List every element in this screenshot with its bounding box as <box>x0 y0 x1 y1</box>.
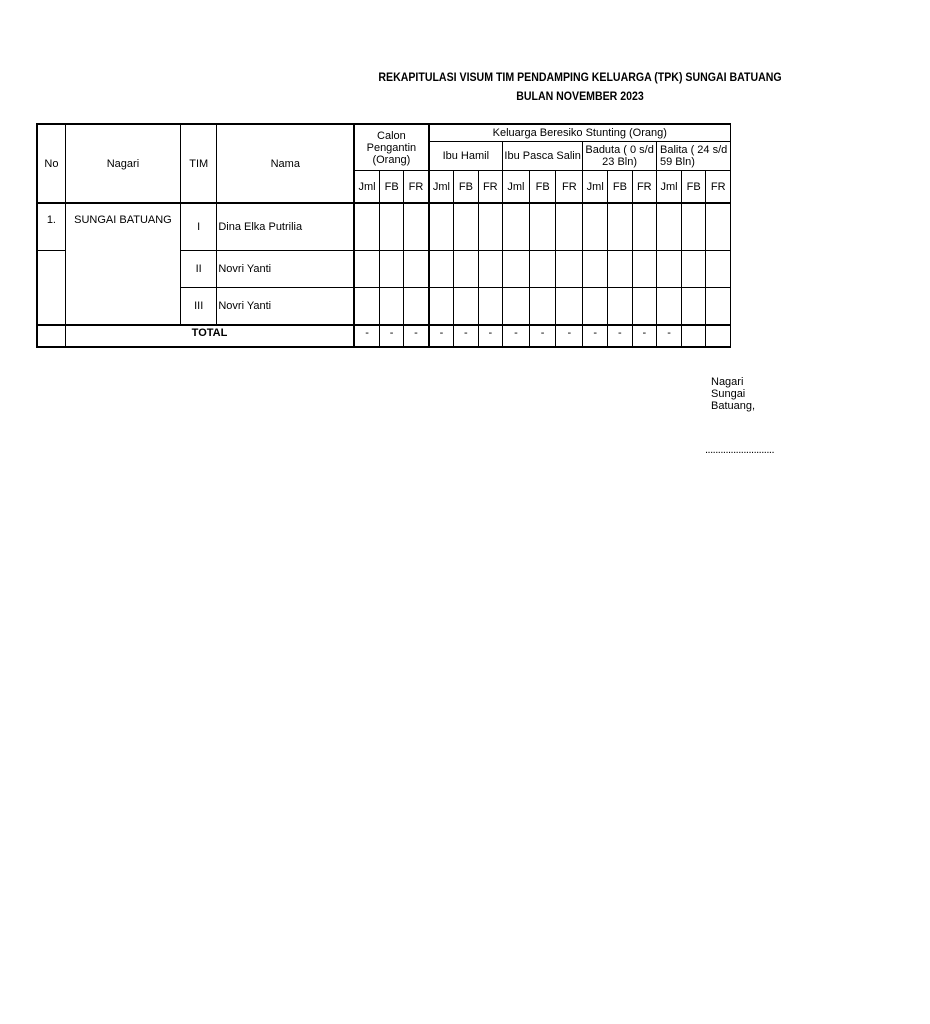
header-fr: FR <box>706 171 731 204</box>
header-fb: FB <box>454 171 478 204</box>
header-baduta: Baduta ( 0 s/d 23 Bln) <box>583 142 657 171</box>
total-value: - <box>503 325 530 347</box>
header-nama: Nama <box>217 124 354 203</box>
document-title: REKAPITULASI VISUM TIM PENDAMPING KELUARGA (TPK) SUNGAI BATUANG <box>378 72 782 84</box>
header-tim: TIM <box>181 124 217 203</box>
total-value: - <box>608 325 632 347</box>
total-value: - <box>354 325 379 347</box>
total-value: - <box>657 325 682 347</box>
header-fr: FR <box>478 171 502 204</box>
row-nama: Novri Yanti <box>217 288 354 326</box>
total-value: - <box>404 325 429 347</box>
header-balita: Balita ( 24 s/d 59 Bln) <box>657 142 731 171</box>
header-fb: FB <box>379 171 403 204</box>
header-fb: FB <box>608 171 632 204</box>
total-value: - <box>583 325 608 347</box>
signature-place: Nagari Sungai Batuang, <box>711 376 756 412</box>
header-no: No <box>37 124 65 203</box>
row-nagari: SUNGAI BATUANG <box>65 203 180 325</box>
header-fb: FB <box>682 171 706 204</box>
table-row <box>37 203 731 251</box>
total-value: - <box>478 325 502 347</box>
total-value: - <box>632 325 656 347</box>
total-label: TOTAL <box>65 325 354 347</box>
total-value: - <box>379 325 403 347</box>
header-jml: Jml <box>503 171 530 204</box>
header-fr: FR <box>404 171 429 204</box>
total-value: - <box>529 325 556 347</box>
header-calon-pengantin: Calon Pengantin (Orang) <box>354 124 428 171</box>
row-tim: III <box>181 288 217 326</box>
header-nagari: Nagari <box>65 124 180 203</box>
total-value: - <box>454 325 478 347</box>
header-ibu-pasca-salin: Ibu Pasca Salin <box>503 142 583 171</box>
header-fr: FR <box>632 171 656 204</box>
total-value: - <box>429 325 454 347</box>
header-jml: Jml <box>429 171 454 204</box>
document-subtitle: BULAN NOVEMBER 2023 <box>516 91 644 103</box>
header-keluarga-beresiko: Keluarga Beresiko Stunting (Orang) <box>429 124 731 142</box>
header-jml: Jml <box>657 171 682 204</box>
recap-table <box>36 123 731 348</box>
row-nama: Dina Elka Putrilia <box>217 203 354 251</box>
row-tim: II <box>181 251 217 288</box>
header-ibu-hamil: Ibu Hamil <box>429 142 503 171</box>
header-jml: Jml <box>583 171 608 204</box>
header-fb: FB <box>529 171 556 204</box>
header-jml: Jml <box>354 171 379 204</box>
row-no: 1. <box>37 203 65 251</box>
row-tim: I <box>181 203 217 251</box>
signature-line: ........................... <box>705 444 775 456</box>
total-value: - <box>556 325 583 347</box>
total-row <box>37 325 731 347</box>
row-nama: Novri Yanti <box>217 251 354 288</box>
header-fr: FR <box>556 171 583 204</box>
